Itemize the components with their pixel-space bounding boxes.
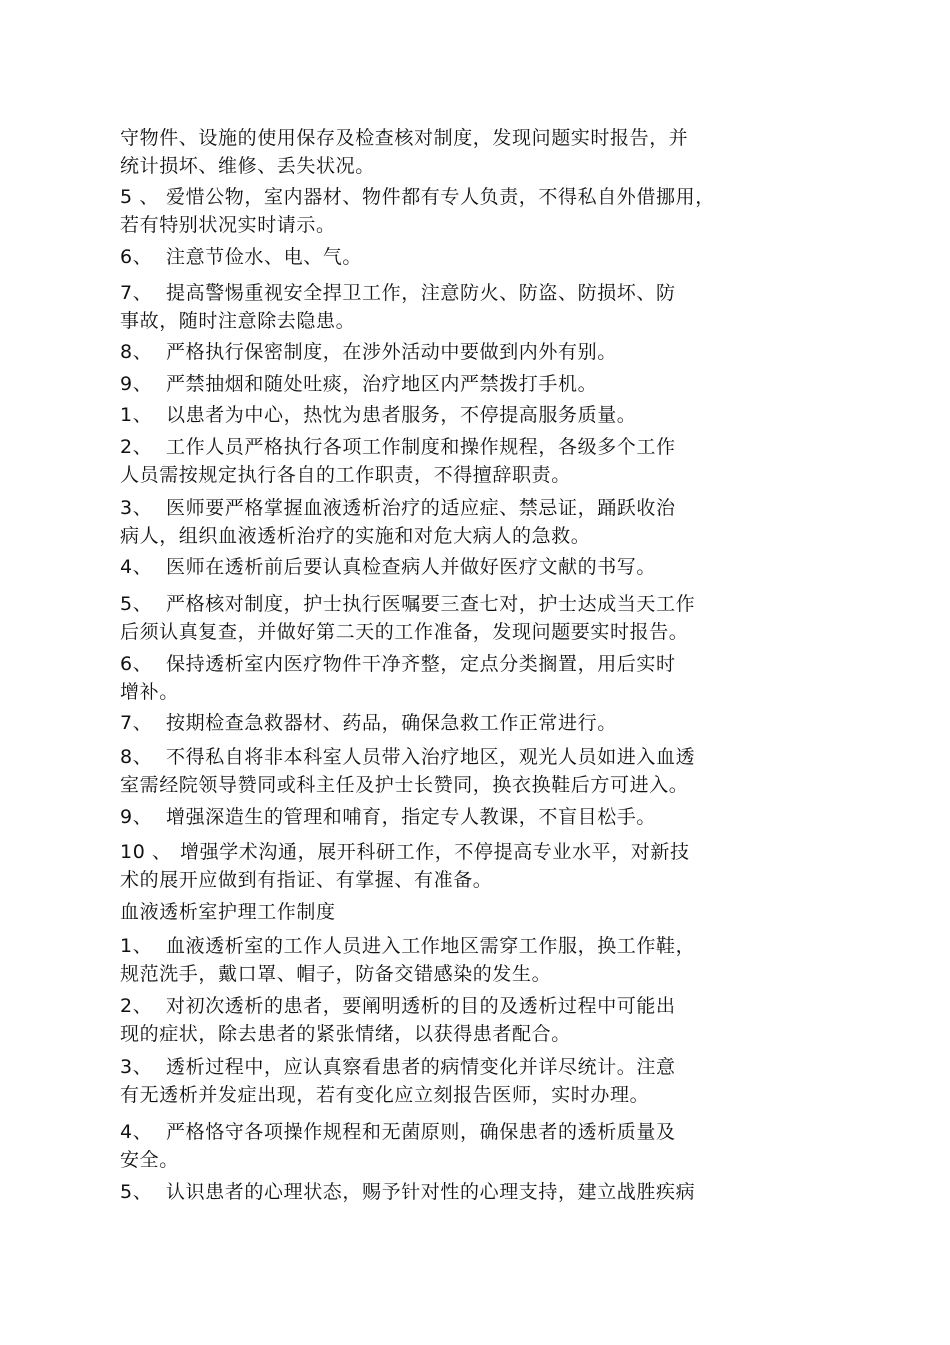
- item-number: 1、: [120, 935, 153, 957]
- item-text: 医师在透析前后要认真检查病人并做好医疗文献的书写。: [166, 556, 657, 578]
- rule-item: [120, 494, 800, 550]
- item-number: 4、: [120, 556, 153, 578]
- item-text: 按期检查急救器材、药品，确保急救工作正常进行。: [166, 712, 617, 734]
- item-text: 人员需按规定执行各自的工作职责，不得擅辞职责。: [120, 464, 571, 486]
- item-number: 2、: [120, 436, 153, 458]
- item-number: 9、: [120, 806, 153, 828]
- item-number: 5、: [120, 593, 153, 615]
- item-number: 6、: [120, 653, 153, 675]
- item-number: 7、: [120, 712, 153, 734]
- section-heading: [120, 898, 800, 926]
- paragraph-continued: [120, 124, 800, 180]
- item-text: 保持透析室内医疗物件干净齐整，定点分类搁置，用后实时: [166, 653, 676, 675]
- item-number: 1、: [120, 404, 153, 426]
- item-number: 5、: [120, 1181, 153, 1203]
- item-text: 严禁抽烟和随处吐痰，治疗地区内严禁拨打手机。: [166, 373, 598, 395]
- rule-item: [120, 401, 800, 429]
- item-text: 增强深造生的管理和哺育，指定专人教课，不盲目松手。: [166, 806, 657, 828]
- rule-item: [120, 803, 800, 831]
- rule-item: [120, 338, 800, 366]
- item-number: 2、: [120, 995, 153, 1017]
- rule-item: [120, 1053, 800, 1109]
- item-text: 透析过程中，应认真察看患者的病情变化并详尽统计。注意: [166, 1056, 676, 1078]
- rule-item: [120, 838, 800, 894]
- paragraph-line: 统计损坏、维修、丢失状况。: [120, 155, 375, 177]
- item-number: 6、: [120, 246, 153, 268]
- item-number: 8、: [120, 341, 153, 363]
- item-text: 有无透析并发症出现，若有变化应立刻报告医师，实时办理。: [120, 1084, 650, 1106]
- item-text: 爱惜公物，室内器材、物件都有专人负责，不得私自外借挪用，: [166, 186, 715, 208]
- rule-item: [120, 590, 800, 646]
- item-text: 血液透析室的工作人员进入工作地区需穿工作服，换工作鞋，: [166, 935, 696, 957]
- item-text: 不得私自将非本科室人员带入治疗地区，观光人员如进入血透: [166, 746, 696, 768]
- item-text: 认识患者的心理状态，赐予针对性的心理支持，建立战胜疾病: [166, 1181, 696, 1203]
- item-text: 提高警惕重视安全捍卫工作，注意防火、防盗、防损坏、防: [166, 282, 676, 304]
- item-text: 注意节俭水、电、气。: [166, 246, 363, 268]
- item-text: 规范洗手，戴口罩、帽子，防备交错感染的发生。: [120, 963, 552, 985]
- rule-item: [120, 932, 800, 988]
- item-text: 增强学术沟通，展开科研工作，不停提高专业水平，对新技: [180, 841, 690, 863]
- item-text: 病人，组织血液透析治疗的实施和对危大病人的急救。: [120, 525, 591, 547]
- item-text: 事故，随时注意除去隐患。: [120, 310, 356, 332]
- rule-item: [120, 433, 800, 489]
- rule-item: [120, 243, 800, 271]
- item-text: 工作人员严格执行各项工作制度和操作规程，各级多个工作: [166, 436, 676, 458]
- item-text: 对初次透析的患者，要阐明透析的目的及透析过程中可能出: [166, 995, 676, 1017]
- item-number: 3、: [120, 497, 153, 519]
- item-number: 8、: [120, 746, 153, 768]
- item-text: 室需经院领导赞同或科主任及护士长赞同，换衣换鞋后方可进入。: [120, 774, 689, 796]
- item-text: 后须认真复查，并做好第二天的工作准备，发现问题要实时报告。: [120, 621, 689, 643]
- rule-item: [120, 553, 800, 581]
- rule-item: [120, 743, 800, 799]
- rule-item: [120, 279, 800, 335]
- item-number: 7、: [120, 282, 153, 304]
- rule-item: [120, 992, 800, 1048]
- rule-item: [120, 709, 800, 737]
- item-number: 5 、: [120, 186, 159, 208]
- item-text: 增补。: [120, 681, 179, 703]
- rule-item: [120, 1118, 800, 1174]
- item-number: 4、: [120, 1121, 153, 1143]
- item-text: 以患者为中心，热忱为患者服务，不停提高服务质量。: [166, 404, 637, 426]
- item-text: 严格执行保密制度，在涉外活动中要做到内外有别。: [166, 341, 617, 363]
- item-text: 若有特别状况实时请示。: [120, 214, 336, 236]
- item-text: 严格恪守各项操作规程和无菌原则，确保患者的透析质量及: [166, 1121, 676, 1143]
- paragraph-line: 守物件、设施的使用保存及检查核对制度，发现问题实时报告，并: [120, 127, 689, 149]
- item-text: 严格核对制度，护士执行医嘱要三查七对，护士达成当天工作: [166, 593, 696, 615]
- rule-item: [120, 650, 800, 706]
- item-text: 现的症状，除去患者的紧张情绪，以获得患者配合。: [120, 1023, 571, 1045]
- item-text: 安全。: [120, 1149, 179, 1171]
- item-number: 10 、: [120, 841, 172, 863]
- rule-item: [120, 370, 800, 398]
- item-text: 术的展开应做到有指证、有掌握、有准备。: [120, 869, 493, 891]
- section-heading-text: 血液透析室护理工作制度: [120, 901, 336, 923]
- rule-item: [120, 183, 800, 239]
- item-text: 医师要严格掌握血液透析治疗的适应症、禁忌证，踊跃收治: [166, 497, 676, 519]
- rule-item: [120, 1178, 800, 1206]
- item-number: 9、: [120, 373, 153, 395]
- item-number: 3、: [120, 1056, 153, 1078]
